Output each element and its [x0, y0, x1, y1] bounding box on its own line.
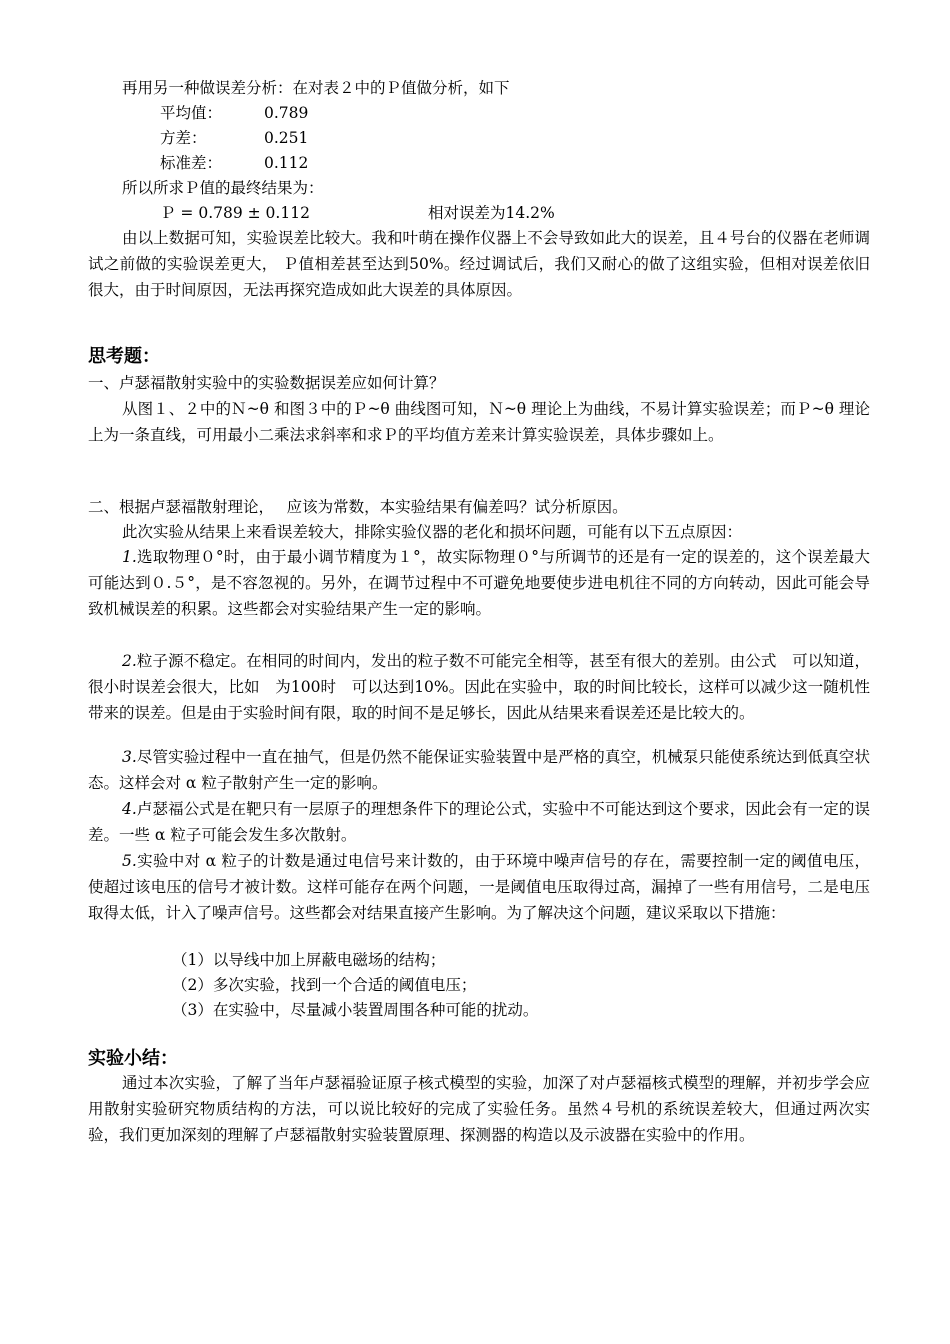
- measure-3: （3）在实验中，尽量减小装置周围各种可能的扰动。: [172, 1001, 539, 1019]
- stat-row-stddev: [160, 153, 940, 173]
- reason-2: [88, 648, 870, 726]
- reason-4: [88, 796, 870, 848]
- stat-value: 0.112: [264, 154, 309, 172]
- reason-3: [88, 744, 870, 796]
- question-1: 一、卢瑟福散射实验中的实验数据误差应如何计算？: [88, 374, 445, 392]
- reason-text: 粒子源不稳定。在相同的时间内，发出的粒子数不可能完全相等，甚至有很大的差别。由公式 可以知道，很小时误差会很大，比如 为100时 可以达到10%。因此在实验中，取的时间比较长，这样可以减少这一随机性带来的误差。但是由于实验时间有限，取的时间不是足够长，因此从结果来看误差还是比较大的。: [88, 652, 870, 722]
- reason-number: 3.: [122, 748, 137, 766]
- summary-text: 通过本次实验，了解了当年卢瑟福验证原子核式模型的实验，加深了对卢瑟福核式模型的理解，并初步学会应用散射实验研究物质结构的方法，可以说比较好的完成了实验任务。虽然４号机的系统误差较大，但通过两次实验，我们更加深刻的理解了卢瑟福散射实验装置原理、探测器的构造以及示波器在实验中的作用。: [88, 1074, 870, 1144]
- analysis-conclusion: 由以上数据可知，实验误差比较大。我和叶萌在操作仪器上不会导致如此大的误差，且４号台的仪器在老师调试之前做的实验误差更大， Ｐ值相差甚至达到50%。经过调试后，我们又耐心的做了这组实验，但相对误差依旧很大，由于时间原因，无法再探究造成如此大误差的具体原因。: [88, 229, 870, 299]
- reason-text: 实验中对 α 粒子的计数是通过电信号来计数的，由于环境中噪声信号的存在，需要控制一定的阈值电压，使超过该电压的信号才被计数。这样可能存在两个问题，一是阈值电压取得过高，漏掉了一些有用信号，二是电压取得太低，计入了噪声信号。这些都会对结果直接产生影响。为了解决这个问题，建议采取以下措施：: [88, 852, 870, 922]
- stat-label: 平均值：: [160, 104, 223, 122]
- summary-heading: 实验小结：: [88, 1048, 178, 1069]
- reason-text: 选取物理０°时，由于最小调节精度为１°，故实际物理０°与所调节的还是有一定的误差的，这个误差最大可能达到０.５°，是不容忽视的。另外，在调节过程中不可避免地要使步进电机往不同的方向转动，因此可能会导致机械误差的积累。这些都会对实验结果产生一定的影响。: [88, 548, 870, 618]
- reason-number: 1.: [122, 548, 137, 566]
- answer-1: 从图１、２中的Ｎ~θ 和图３中的Ｐ~θ 曲线图可知，Ｎ~θ 理论上为曲线，不易计算实验误差；而Ｐ~θ 理论上为一条直线，可用最小二乘法求斜率和求Ｐ的平均值方差来计算实验误差，具体步骤如上。: [88, 400, 870, 444]
- thinking-heading: 思考题：: [88, 346, 160, 367]
- question-2: 二、根据卢瑟福散射理论， 应该为常数，本实验结果有偏差吗？试分析原因。: [88, 498, 628, 516]
- stat-value: 0.789: [264, 104, 309, 122]
- stat-value: 0.251: [264, 129, 309, 147]
- reason-text: 卢瑟福公式是在靶只有一层原子的理想条件下的理论公式，实验中不可能达到这个要求，因此会有一定的误差。一些 α 粒子可能会发生多次散射。: [88, 800, 870, 844]
- relative-error: 相对误差为14.2%: [428, 204, 555, 222]
- stat-row-variance: [160, 128, 940, 148]
- reason-5: [88, 848, 870, 926]
- analysis-intro: 再用另一种做误差分析：在对表２中的Ｐ值做分析，如下: [122, 79, 510, 97]
- reason-number: 5.: [122, 852, 137, 870]
- result-line: [160, 203, 940, 223]
- measure-1: （1）以导线中加上屏蔽电磁场的结构；: [172, 951, 446, 969]
- stat-row-mean: [160, 103, 940, 123]
- stat-label: 标准差：: [160, 154, 223, 172]
- reason-1: [88, 544, 870, 622]
- measure-2: （2）多次实验，找到一个合适的阈值电压；: [172, 976, 477, 994]
- reason-text: 尽管实验过程中一直在抽气，但是仍然不能保证实验装置中是严格的真空，机械泵只能使系统达到低真空状态。这样会对 α 粒子散射产生一定的影响。: [88, 748, 870, 792]
- reason-number: 2.: [122, 652, 137, 670]
- result-intro: 所以所求Ｐ值的最终结果为：: [122, 179, 324, 197]
- result-value: Ｐ = 0.789 ± 0.112: [160, 204, 310, 222]
- answer-2-intro: 此次实验从结果上来看误差较大，排除实验仪器的老化和损坏问题，可能有以下五点原因：: [122, 523, 743, 541]
- stat-label: 方差：: [160, 129, 207, 147]
- reason-number: 4.: [122, 800, 137, 818]
